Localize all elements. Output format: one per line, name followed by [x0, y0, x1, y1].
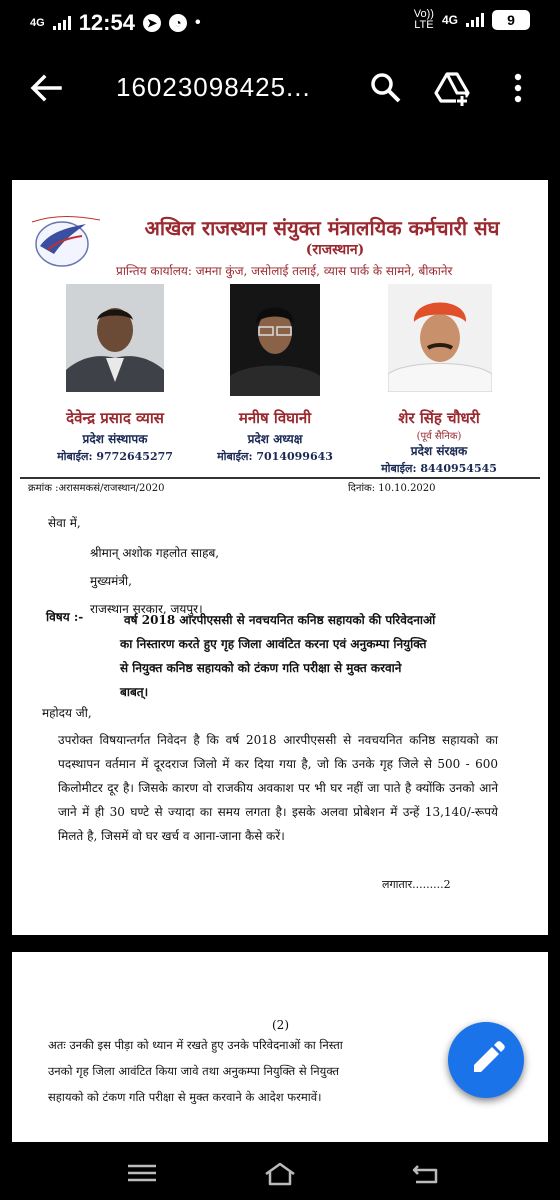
telegram-icon: ➤ — [143, 14, 161, 32]
organization-state: (राजस्थान) — [305, 242, 365, 258]
letter-body: उपरोक्त विषयान्तर्गत निवेदन है कि वर्ष 2018 आरपीएससी से नवचयनित कनिष्ठ सहायको का पदस्थापन वर्तमान में दूरदराज जिलो में कर दिया गया है, जो कि उनके गृह जिले से 500 - 600 किलोमीटर दूर है। जिसके कारण वो राजकीय अवकाश पर भी घर नहीं जा पाते है क्योंकि उनको आने जाने में ही 30 घण्टे से ज्यादा का समय लगता है। इसके अलवा प्रोबेशन में उन्हें 13,140/-रूपये मिलते है, जिसमें वो घर खर्च व आना-जाना कैसे करें। — [58, 733, 498, 843]
addressee-line-1: श्रीमान् अशोक गहलोत साहब, — [90, 546, 220, 560]
search-icon[interactable] — [366, 68, 406, 108]
subject-line: बाबत्। — [120, 685, 149, 699]
person-mobile: मोबाईल: 9772645277 — [57, 450, 173, 463]
more-notifications-icon: • — [194, 14, 201, 31]
system-nav-bar — [0, 1148, 560, 1200]
subject-label: विषय :- — [46, 610, 84, 624]
person-president — [200, 408, 350, 464]
person-role: प्रदेश संरक्षक — [410, 444, 468, 458]
person-note: (पूर्व सैनिक) — [416, 431, 462, 442]
document-page-1 — [12, 180, 548, 935]
edit-fab-button[interactable] — [448, 1022, 524, 1098]
signal-icon — [53, 16, 71, 30]
app-notification-icon: ◔ — [169, 14, 187, 32]
greeting: महोदय जी, — [42, 706, 92, 720]
subject-line: से नियुक्त कनिष्ठ सहायको को टंकण गति परीक्षा से मुक्त करवाने — [120, 661, 402, 675]
back-arrow-icon[interactable] — [26, 68, 66, 108]
photo-patron — [388, 284, 492, 392]
continued-label: लगातार.........2 — [382, 878, 451, 891]
battery-icon: 9 — [492, 10, 530, 30]
more-vert-icon[interactable] — [506, 68, 530, 108]
clock: 12:54 — [78, 10, 135, 35]
person-name: शेर सिंह चौधरी — [398, 409, 480, 427]
person-name: मनीष विघानी — [238, 409, 312, 427]
person-name: देवेन्द्र प्रसाद व्यास — [66, 409, 164, 427]
subject-line: का निस्तारण करते हुए गृह जिला आवंटित करना एवं अनुकम्पा नियुक्ति — [120, 637, 427, 651]
office-address: प्रान्तिय कार्यालय: जमना कुंज, जसोलाई तलाई, व्यास पार्क के सामने, बीकानेर — [116, 264, 453, 278]
person-mobile: मोबाईल: 7014099643 — [217, 450, 333, 463]
photo-founder — [66, 284, 164, 392]
home-icon[interactable] — [260, 1160, 300, 1186]
page-2-line: अतः उनकी इस पीड़ा को ध्यान में रखते हुए उनके परिवेदनाओं का निस्ता — [48, 1038, 343, 1052]
photo-president — [230, 284, 320, 396]
salutation-to: सेवा में, — [48, 516, 81, 530]
person-role: प्रदेश अध्यक्ष — [247, 432, 303, 446]
volte-label: Vo)) — [413, 8, 434, 20]
header-divider — [20, 477, 540, 479]
app-toolbar — [0, 44, 560, 134]
page-2-line: सहायको को टंकण गति परीक्षा से मुक्त करवाने के आदेश फरमावें। — [48, 1090, 322, 1104]
person-mobile: मोबाईल: 8440954545 — [381, 462, 497, 475]
subject-line: वर्ष 2018 आरपीएससी से नवचयनित कनिष्ठ सहायको की परिवेदनाओं — [124, 613, 436, 627]
lte-label: LTE — [414, 19, 434, 31]
signal-icon-2 — [466, 13, 484, 27]
organization-name: अखिल राजस्थान संयुक्त मंत्रालयिक कर्मचारी संघ — [144, 216, 500, 240]
document-title: 16023098425... — [116, 72, 311, 102]
network-type: 4G — [30, 16, 45, 29]
organization-logo — [26, 210, 104, 268]
addressee-line-3: राजस्थान सरकार, जयपुर। — [90, 602, 203, 616]
network-4g-label: 4G — [441, 13, 458, 27]
reference-number: क्रमांक :अरासमकसं/राजस्थान/2020 — [28, 483, 165, 494]
page-number: (2) — [272, 1018, 289, 1032]
letter-date: दिनांक: 10.10.2020 — [348, 483, 436, 494]
back-icon[interactable] — [406, 1160, 446, 1186]
page-2-line: उनको गृह जिला आवंटित किया जावे तथा अनुकम्पा नियुक्ति से नियुक्त — [48, 1064, 340, 1078]
person-role: प्रदेश संस्थापक — [82, 432, 148, 446]
edit-pencil-icon — [448, 1022, 524, 1098]
subject-text — [120, 608, 524, 704]
add-to-drive-icon[interactable] — [432, 68, 472, 108]
addressee-line-2: मुख्यमंत्री, — [90, 574, 132, 588]
status-bar — [0, 0, 560, 44]
person-patron — [364, 408, 514, 476]
person-founder — [40, 408, 190, 464]
recent-apps-icon[interactable] — [122, 1160, 162, 1186]
